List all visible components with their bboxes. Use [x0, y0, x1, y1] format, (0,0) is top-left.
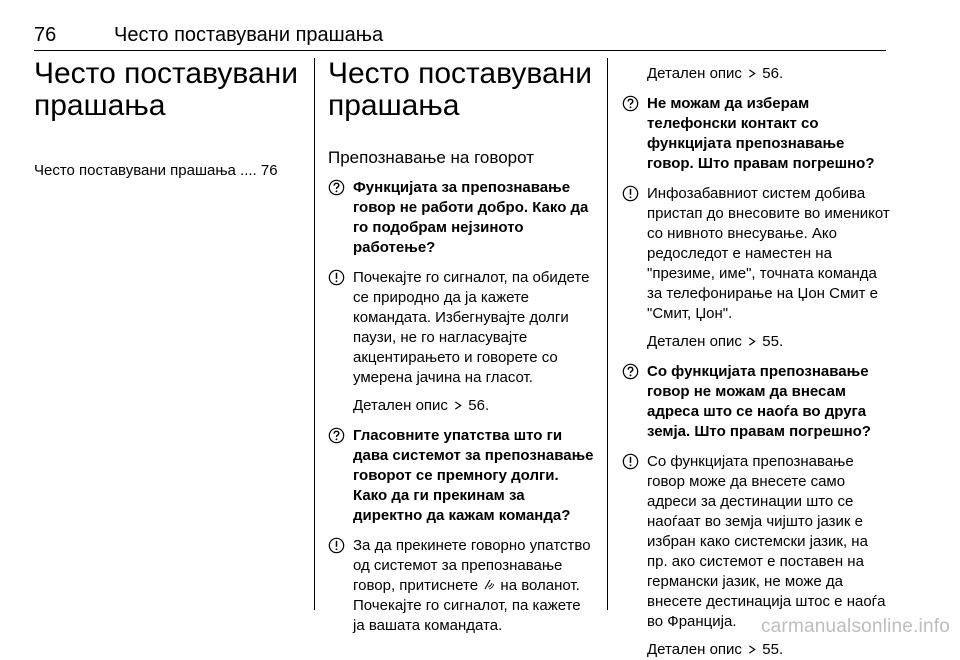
column-divider: [314, 58, 315, 610]
detail-label: Детален опис: [353, 397, 448, 414]
answer-text: Со функцијата препознавање говор може да внесете само адреси за дестинации што се наоѓаат во земја чијшто јазик е избран како системски јазик, на пр. ако системот е поставен на германски јазик, не може да внесете дестинација штос е наоѓа во Франција.: [647, 453, 886, 630]
arrow-right-icon: [748, 645, 756, 654]
watermark: carmanualsonline.info: [760, 616, 950, 637]
arrow-right-icon: [748, 337, 756, 346]
toc-entry[interactable]: Често поставувани прашања .... 76: [34, 162, 278, 179]
detail-reference: [622, 332, 890, 352]
answer-text: на воланот. Почекајте го сигналот, па кажете ја вашата командата.: [353, 577, 581, 634]
column-divider: [607, 58, 608, 610]
page-header: [34, 20, 886, 51]
exclamation-circle-icon: [328, 537, 345, 554]
voice-command-icon: [484, 578, 494, 590]
faq-question: [328, 178, 596, 258]
faq-question: [328, 426, 596, 526]
detail-label: Детален опис: [647, 65, 742, 82]
question-text: Гласовните упатства што ги дава системот за препознавање говорот се премногу долги. Како да ги прекинам за директно да кажам команда?: [353, 427, 594, 524]
running-title: Често поставувани прашања: [114, 24, 384, 46]
right-column: [622, 64, 890, 660]
detail-reference: [622, 640, 890, 660]
answer-text: За да прекинете говорно упатство од системот за препознавање говор, притиснете: [353, 537, 591, 594]
answer-text: Почекајте го сигналот, па обидете се природно да ја кажете командата. Избегнувајте долги паузи, не го нагласувајте акцентирањето и говорете со умерена јачина на гласот.: [353, 269, 590, 386]
answer-text: Инфозабавниот систем добива пристап до внесовите во именикот со нивното внесување. Ако редоследот е наместен на "презиме, име", точната команда за телефонирање на Џон Смит е "Смит, Џон".: [647, 185, 890, 322]
section-title: Често поставувани прашања: [328, 57, 593, 122]
faq-answer: [622, 184, 890, 324]
question-text: Со функцијата препознавање говор не можам да внесам адреса што се наоѓа во друга земја. Што правам погрешно?: [647, 363, 871, 440]
exclamation-circle-icon: [622, 453, 639, 470]
detail-reference: [622, 64, 890, 84]
detail-page-link[interactable]: 55.: [762, 333, 784, 350]
middle-column: [328, 58, 596, 636]
subsection-heading: Препознавање на говорот: [328, 148, 534, 167]
detail-page-link[interactable]: 56.: [468, 397, 490, 414]
question-circle-icon: [622, 95, 639, 112]
left-column: [34, 58, 300, 179]
exclamation-circle-icon: [622, 185, 639, 202]
faq-question: [622, 362, 890, 442]
question-circle-icon: [328, 427, 345, 444]
detail-page-link[interactable]: 55.: [762, 641, 784, 658]
detail-reference: [328, 396, 596, 416]
question-text: Функцијата за препознавање говор не работи добро. Како да го подобрам нејзиното работење?: [353, 179, 589, 256]
detail-label: Детален опис: [647, 641, 742, 658]
arrow-right-icon: [748, 69, 756, 78]
question-text: Не можам да изберам телефонски контакт со функцијата препознавање говор. Што правам погрешно?: [647, 95, 875, 172]
faq-answer: [622, 452, 890, 632]
faq-answer: [328, 268, 596, 388]
exclamation-circle-icon: [328, 269, 345, 286]
arrow-right-icon: [454, 401, 462, 410]
question-circle-icon: [622, 363, 639, 380]
faq-question: [622, 94, 890, 174]
detail-label: Детален опис: [647, 333, 742, 350]
faq-answer: [328, 536, 596, 636]
page-number: 76: [34, 24, 57, 46]
question-circle-icon: [328, 179, 345, 196]
chapter-title: Често поставувани прашања: [34, 57, 299, 122]
detail-page-link[interactable]: 56.: [762, 65, 784, 82]
